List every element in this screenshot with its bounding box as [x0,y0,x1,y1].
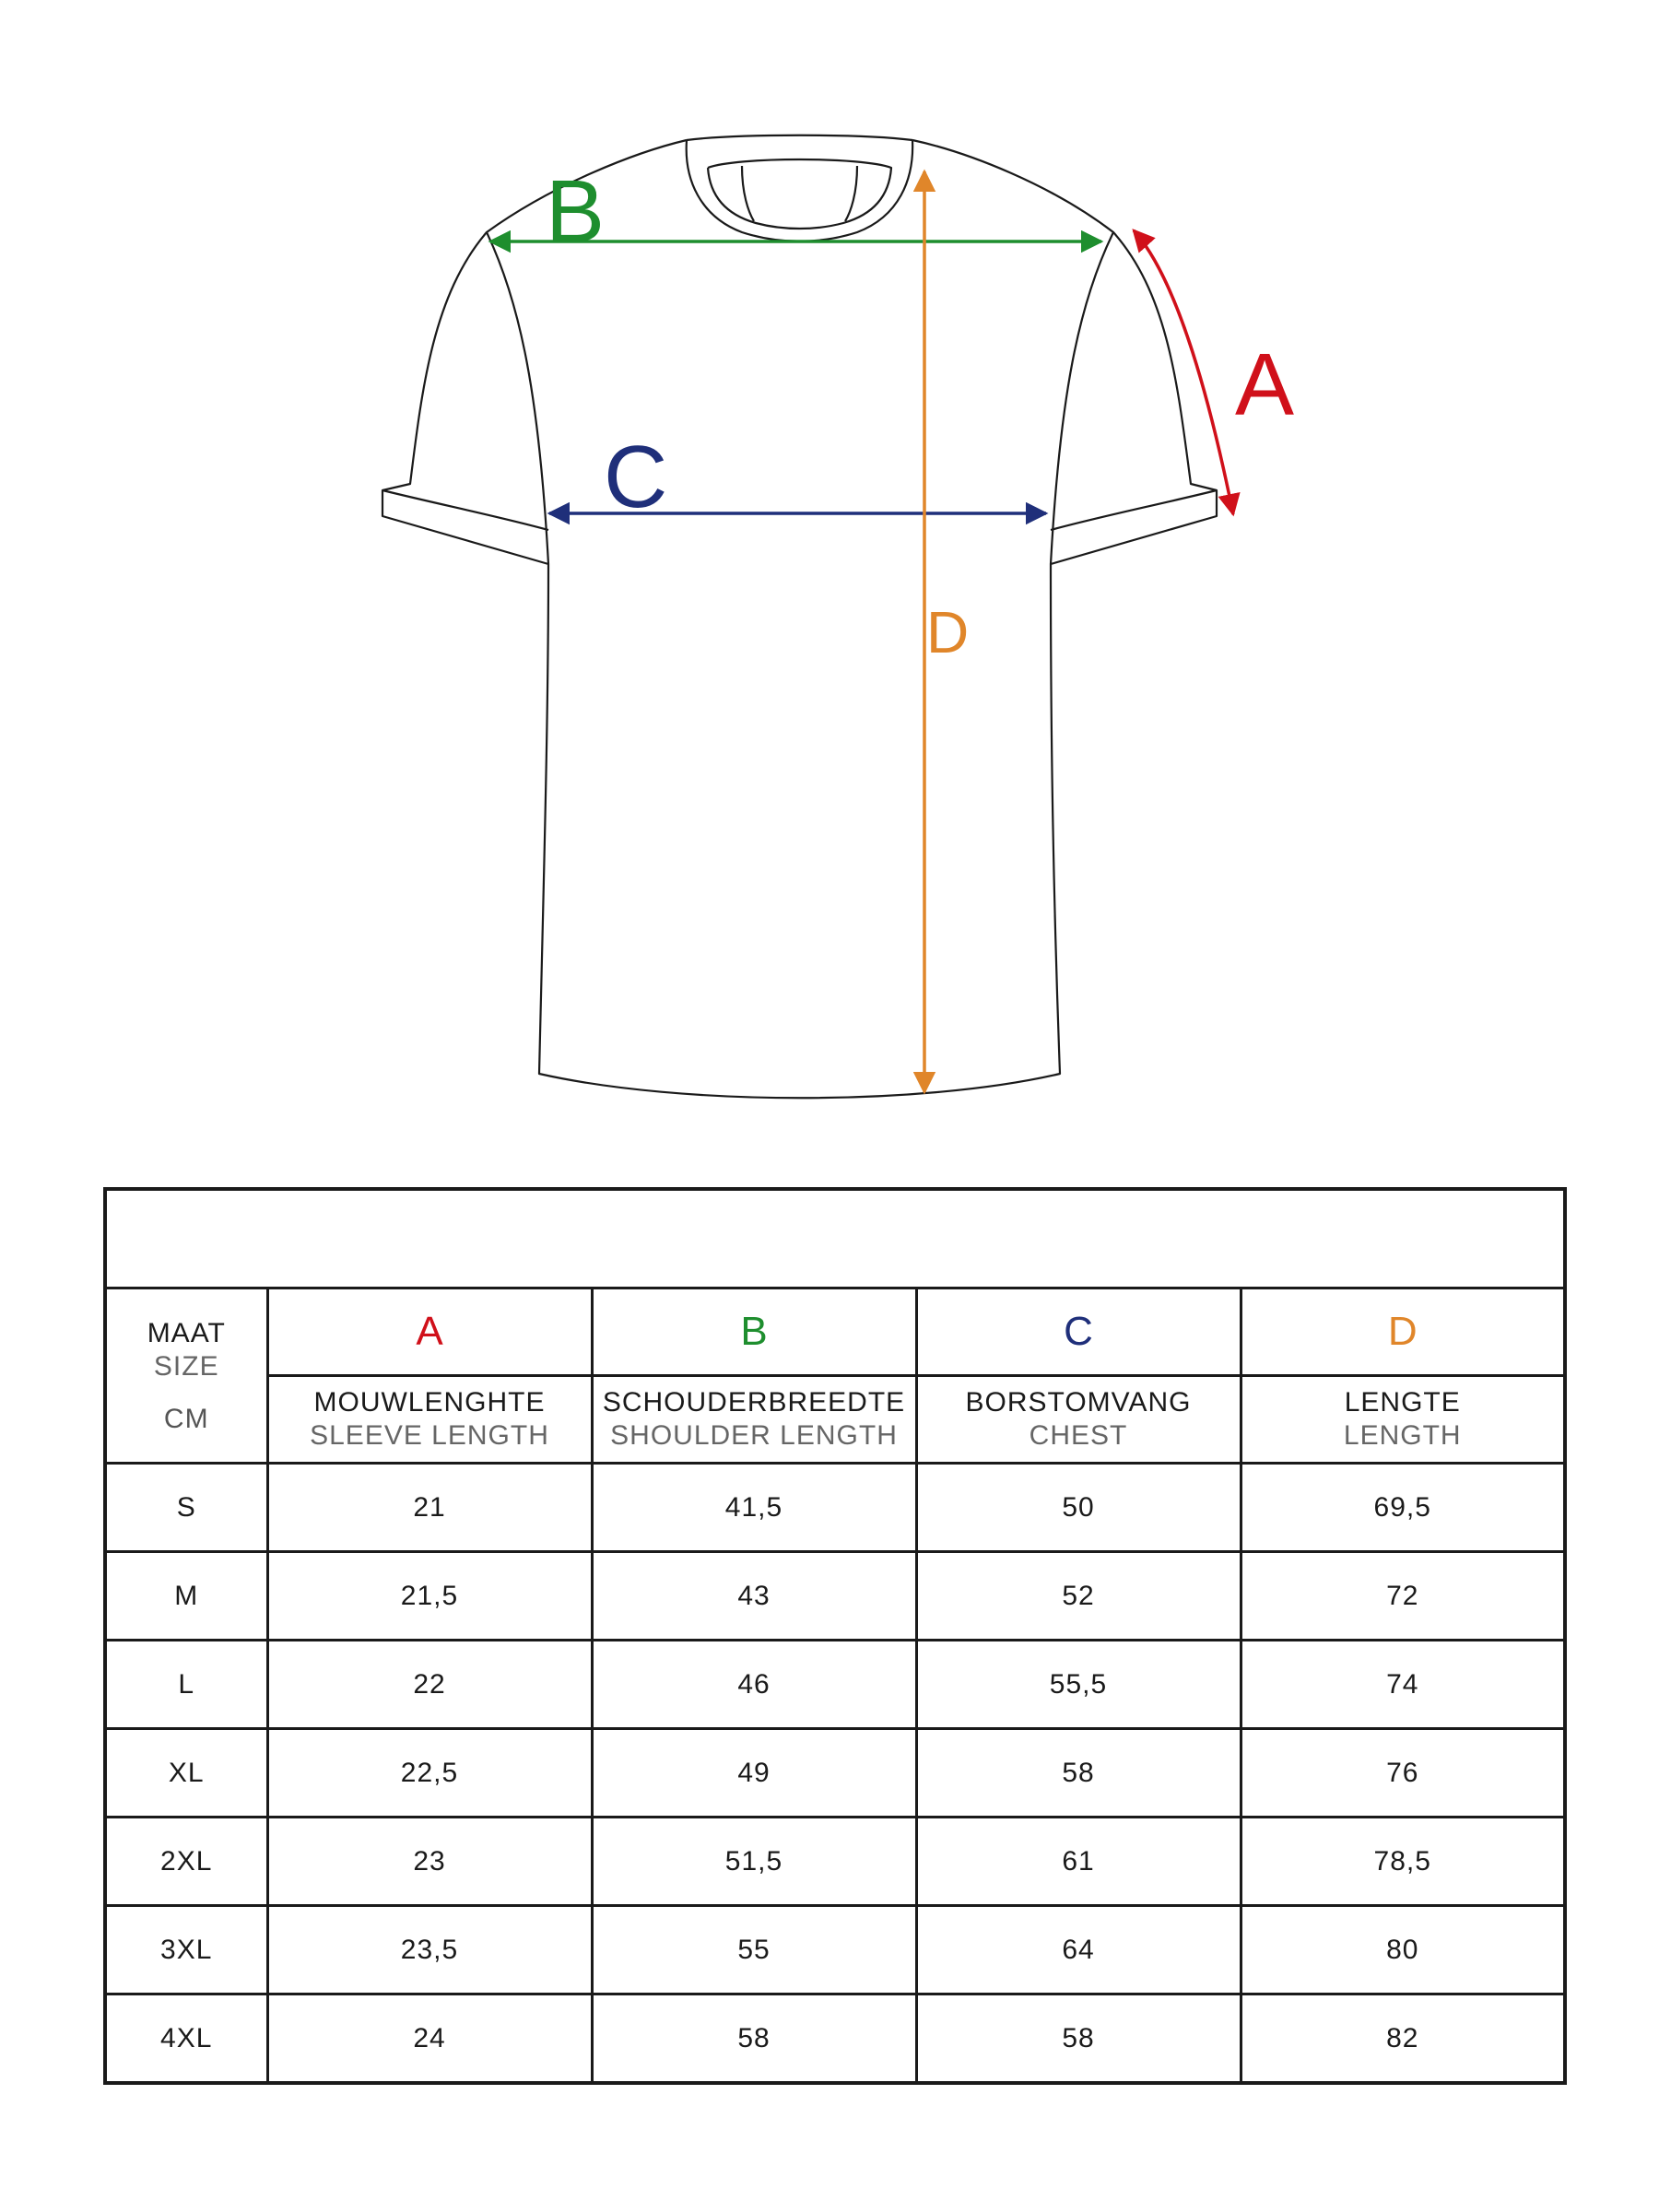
value-cell: 21 [267,1464,592,1552]
column-letter-a: A [267,1288,592,1376]
unit-label: CM [163,1403,209,1434]
table-caption [105,1189,1565,1288]
collar-inner [708,159,891,229]
value-cell: 43 [592,1552,916,1641]
tshirt-left-armhole [487,232,548,564]
value-cell: 50 [916,1464,1241,1552]
value-cell: 49 [592,1729,916,1818]
column-name-nl: BORSTOMVANG [965,1387,1192,1418]
table-name-row [105,1376,1565,1464]
value-cell: 21,5 [267,1552,592,1641]
size-cell: 3XL [105,1906,267,1994]
column-name-nl: MOUWLENGHTE [313,1387,546,1418]
column-name-en: CHEST [1029,1420,1128,1451]
value-cell: 72 [1241,1552,1565,1641]
value-cell: 61 [916,1818,1241,1906]
measure-a-label: A [1235,335,1295,434]
size-cell: M [105,1552,267,1641]
table-row [105,1552,1565,1641]
size-cell: L [105,1641,267,1729]
value-cell: 64 [916,1906,1241,1994]
size-cell: S [105,1464,267,1552]
column-letter-c: C [916,1288,1241,1376]
column-name-en: LENGTH [1343,1420,1462,1451]
value-cell: 41,5 [592,1464,916,1552]
value-cell: 58 [916,1994,1241,2084]
table-row [105,1729,1565,1818]
value-cell: 46 [592,1641,916,1729]
size-header-en: SIZE [153,1350,219,1382]
value-cell: 51,5 [592,1818,916,1906]
size-cell: 2XL [105,1818,267,1906]
value-cell: 76 [1241,1729,1565,1818]
value-cell: 58 [916,1729,1241,1818]
size-cell: XL [105,1729,267,1818]
value-cell: 58 [592,1994,916,2084]
table-row [105,1906,1565,1994]
tshirt-right-armhole [1051,232,1113,564]
column-name-d [1241,1376,1565,1464]
value-cell: 55,5 [916,1641,1241,1729]
measure-d-label: D [926,599,970,665]
size-chart-table [103,1187,1567,2085]
column-name-a [267,1376,592,1464]
column-letter-d: D [1241,1288,1565,1376]
value-cell: 52 [916,1552,1241,1641]
measure-a-arrow [1134,230,1233,514]
measure-c-label: C [604,428,668,526]
collar-back [742,166,857,221]
column-name-nl: SCHOUDERBREEDTE [602,1387,906,1418]
value-cell: 69,5 [1241,1464,1565,1552]
value-cell: 80 [1241,1906,1565,1994]
value-cell: 23 [267,1818,592,1906]
value-cell: 78,5 [1241,1818,1565,1906]
column-name-b [592,1376,916,1464]
value-cell: 24 [267,1994,592,2084]
value-cell: 82 [1241,1994,1565,2084]
size-column-header [105,1288,267,1464]
collar-rim [687,140,912,241]
value-cell: 22,5 [267,1729,592,1818]
column-name-en: SLEEVE LENGTH [310,1420,549,1451]
value-cell: 23,5 [267,1906,592,1994]
value-cell: 74 [1241,1641,1565,1729]
table-row [105,1818,1565,1906]
column-name-c [916,1376,1241,1464]
column-name-en: SHOULDER LENGTH [610,1420,898,1451]
size-header-nl: MAAT [147,1317,226,1348]
value-cell: 55 [592,1906,916,1994]
size-cell: 4XL [105,1994,267,2084]
table-letter-row [105,1288,1565,1376]
table-row [105,1641,1565,1729]
table-row [105,1994,1565,2084]
collar-outer [687,135,912,140]
measure-b-label: B [546,162,606,261]
tshirt-outline [382,135,1217,1099]
value-cell: 22 [267,1641,592,1729]
column-name-nl: LENGTE [1344,1387,1461,1418]
table-row [105,1464,1565,1552]
table-caption-row [105,1189,1565,1288]
column-letter-b: B [592,1288,916,1376]
